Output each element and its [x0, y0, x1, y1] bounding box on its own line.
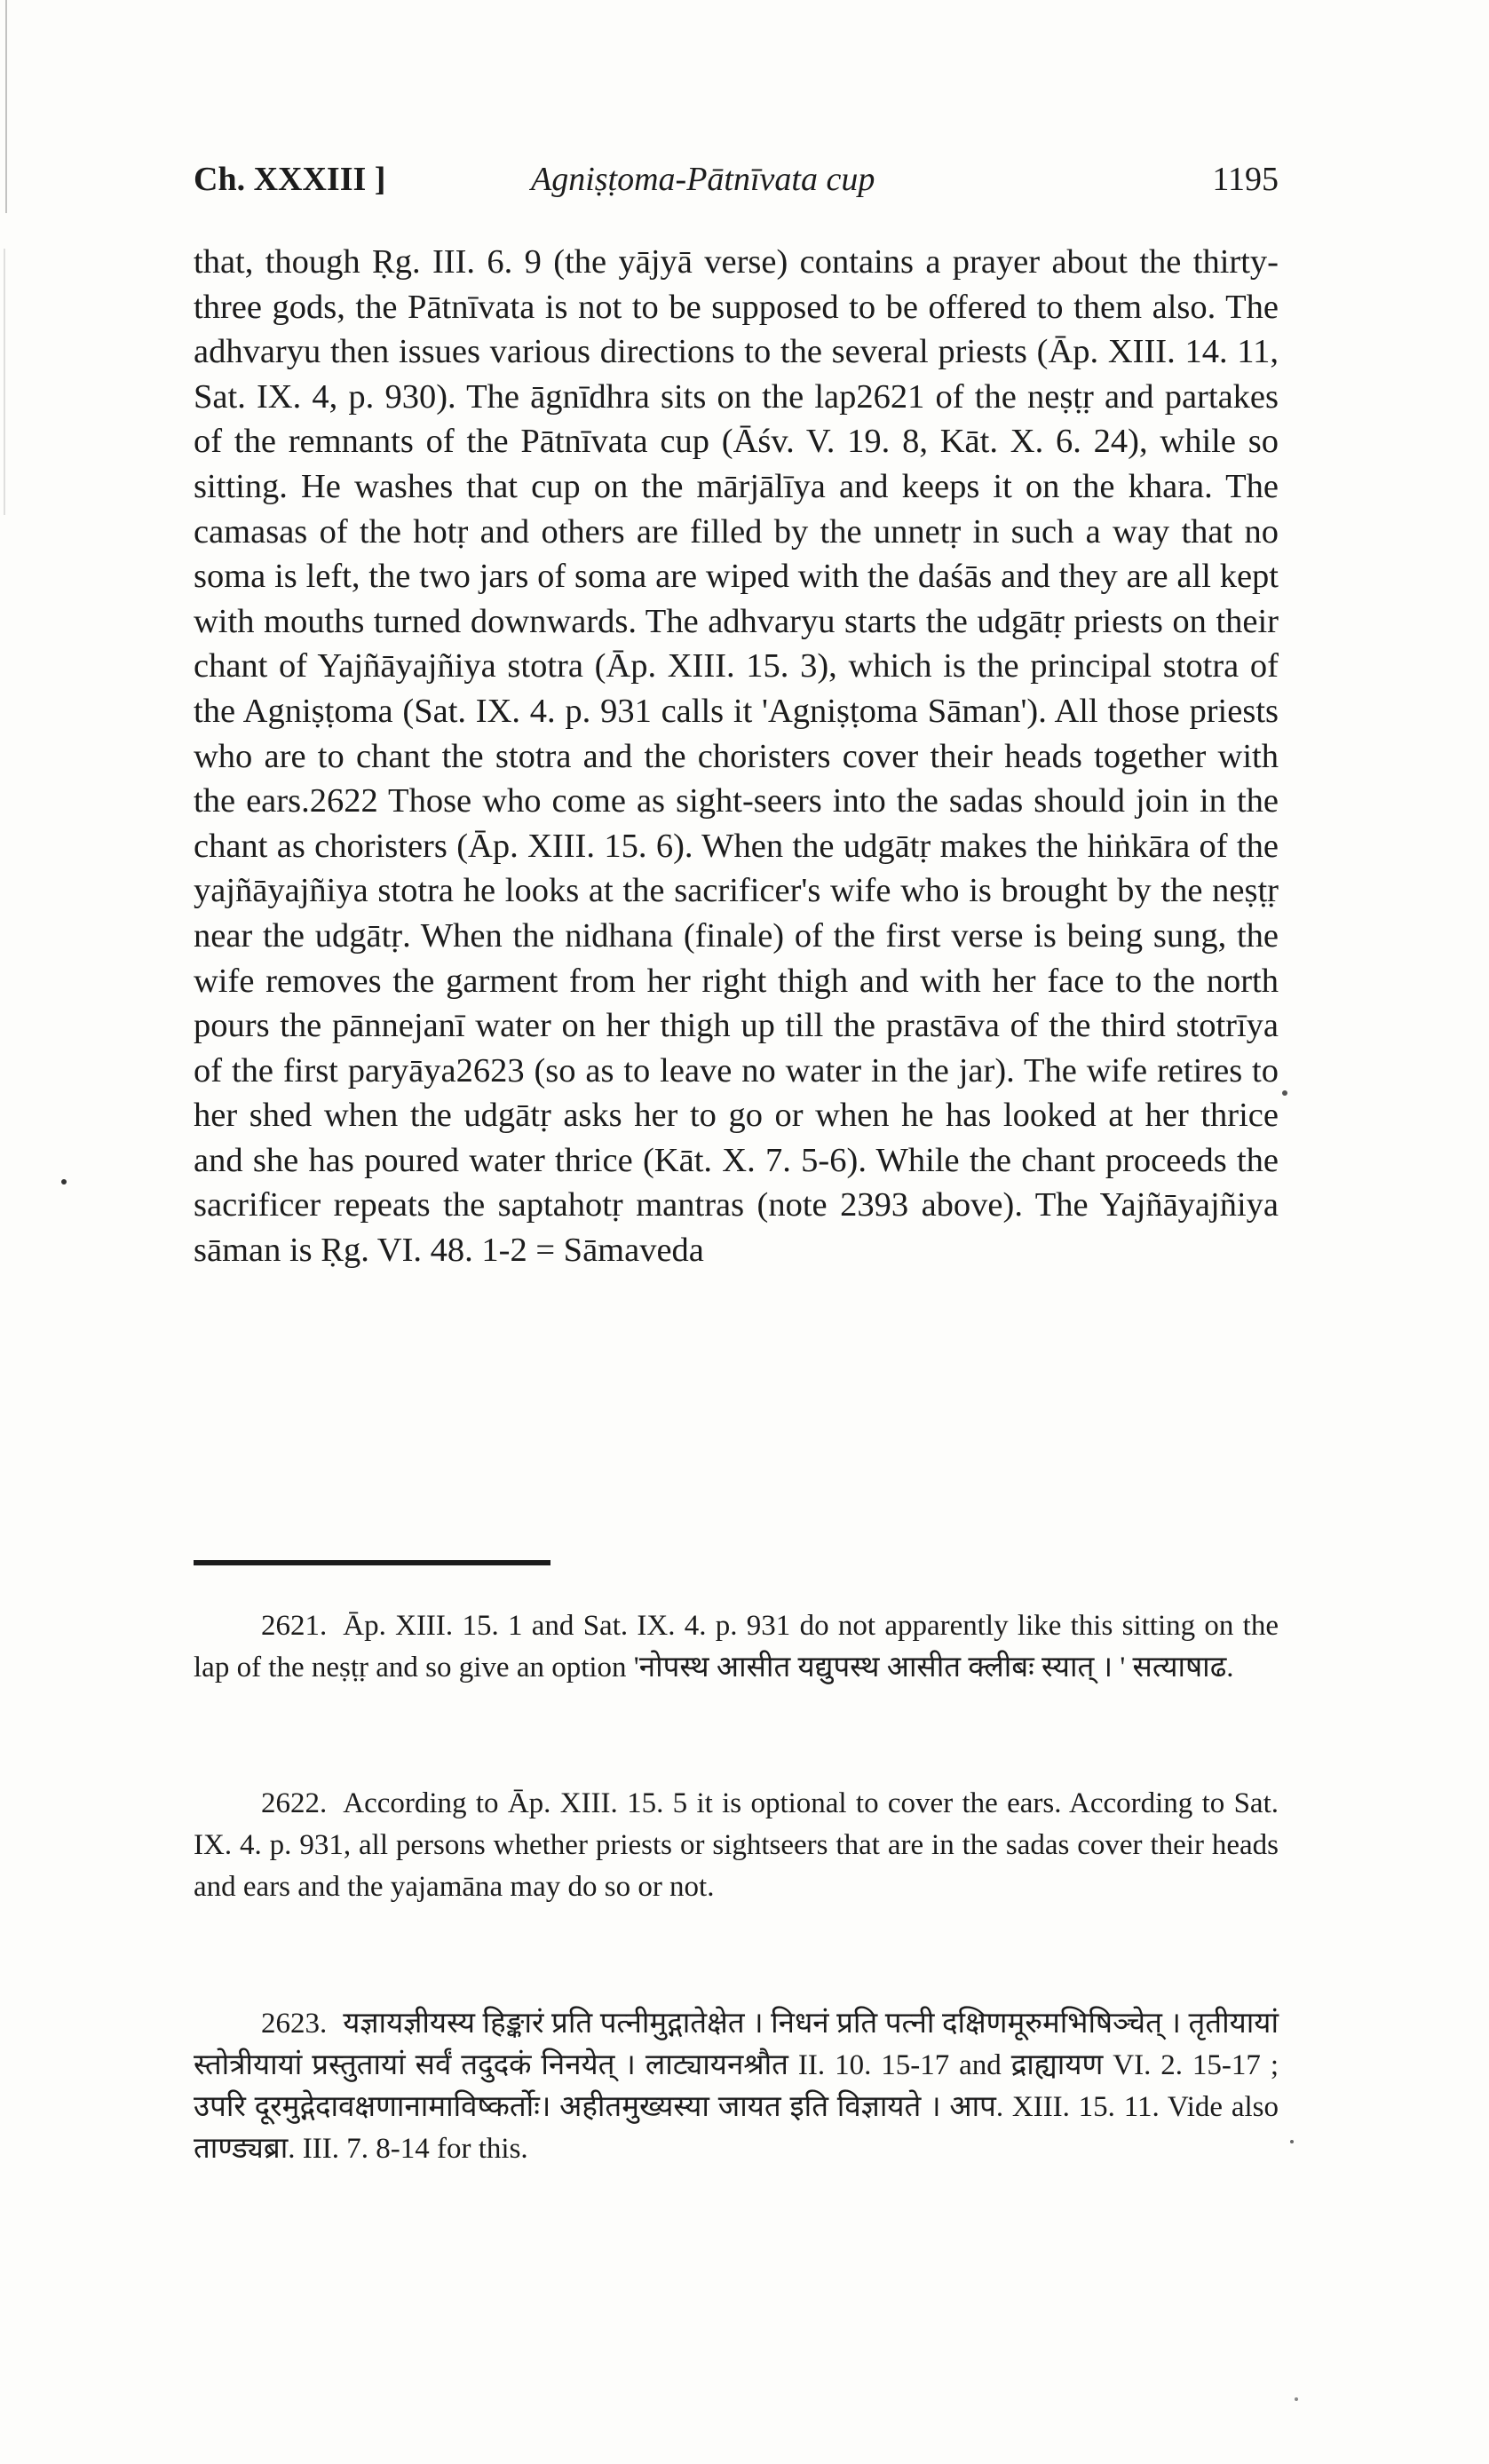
stray-dot: [61, 1179, 67, 1184]
left-margin-line: [5, 0, 7, 213]
stray-dot: [1290, 2140, 1294, 2143]
chapter-label: Ch. XXXIII ]: [194, 161, 386, 198]
main-paragraph: that, though Ṛg. III. 6. 9 (the yājyā verse) contains a prayer about the thirty-three gods, the Pātnīvata is not to be supposed to be offered to them also. The adhvaryu then issues various directions to the several priests (Āp. XIII. 14. 11, Sat. IX. 4, p. 930). The āgnīdhra sits on the lap2621 of the neṣṭṛ and partakes of the remnants of the Pātnīvata cup (Āśv. V. 19. 8, Kāt. X. 6. 24), while so sitting. He washes that cup on the mārjālīya and keeps it on the khara. The camasas of the hotṛ and others are filled by the unnetṛ in such a way that no soma is left, the two jars of soma are wiped with the daśās and they are all kept with mouths turned downwards. The adhvaryu starts the udgātṛ priests on their chant of Yajñāyajñiya stotra (Āp. XIII. 15. 3), which is the principal stotra of the Agniṣṭoma (Sat. IX. 4. p. 931 calls it 'Agniṣṭoma Sāman'). All those priests who are to chant the stotra and the choristers cover their heads together with the ears.2622 Those who come as sight-seers into the sadas should join in the chant as choristers (Āp. XIII. 15. 6). When the udgātṛ makes the hiṅkāra of the yajñāyajñiya stotra he looks at the sacrificer's wife who is brought by the neṣṭṛ near the udgātṛ. When the nidhana (finale) of the first verse is being sung, the wife removes the garment from her right thigh and with her face to the north pours the pānnejanī water on her thigh up till the prastāva of the third stotrīya of the first paryāya2623 (so as to leave no water in the jar). The wife retires to her shed when the udgātṛ asks her to go or when he has looked at her thrice and she has poured water thrice (Kāt. X. 7. 5-6). While the chant proceeds the sacrificer repeats the saptahotṛ mantras (note 2393 above). The Yajñāyajñiya sāman is Ṛg. VI. 48. 1-2 = Sāmaveda: [194, 243, 1279, 1270]
footnote-number: 2622.: [261, 1787, 328, 1819]
stray-dot: [1282, 1090, 1287, 1096]
footnote-text: According to Āp. XIII. 15. 5 it is optional to cover the ears. According to Sat. IX. 4. p. 931, all persons whether priests or sightseers that are in the sadas cover their heads and ears and the yajamāna may do so or not.: [194, 1787, 1279, 1903]
running-title: Agniṣṭoma-Pātnīvata cup: [531, 161, 875, 198]
left-margin-line-lower: [4, 249, 5, 515]
footnote-number: 2623.: [261, 2008, 328, 2040]
footnote-text: यज्ञायज्ञीयस्य हिङ्कारं प्रति पत्नीमुद्गातेक्षेत । निधनं प्रति पत्नी दक्षिणमूरुमभिषिञ्चेत् । तृतीयायां स्तोत्रीयायां प्रस्तुतायां सर्वं तदुदकं निनयेत् । लाट्यायनश्रौत II. 10. 15-17 and द्राह्यायण VI. 2. 15-17 ; उपरि दूरमुद्गेदावक्षणानामाविष्कर्तोः। अहीतमुख्यस्या जायत इति विज्ञायते । आप. XIII. 15. 11. Vide also ताण्ड्यब्रा. III. 7. 8-14 for this.: [194, 2008, 1279, 2165]
stray-dot: [1295, 2397, 1298, 2401]
footnote-text: Āp. XIII. 15. 1 and Sat. IX. 4. p. 931 do not apparently like this sitting on the lap of the neṣṭṛ and so give an option 'नोपस्थ आसीत यद्युपस्थ आसीत क्लीबः स्यात् । ' सत्याषाढ.: [194, 1610, 1279, 1684]
footnote-number: 2621.: [261, 1610, 328, 1642]
page-number: 1195: [1212, 161, 1279, 198]
